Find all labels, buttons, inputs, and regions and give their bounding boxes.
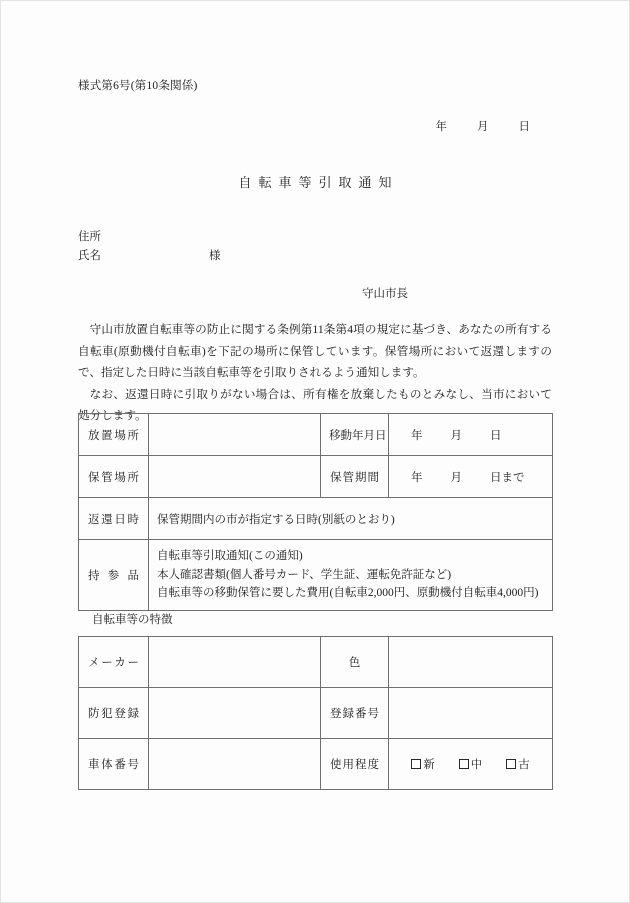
value-removal-date[interactable] — [389, 414, 553, 456]
body-paragraph-2: なお、返還日時に引取りがない場合は、所有権を放棄したものとみなし、当市において処分します。 — [78, 387, 552, 422]
label-registration-number: 登録番号 — [321, 688, 389, 739]
features-heading: 自転車等の特徴 — [92, 614, 173, 626]
main-info-table — [78, 413, 553, 611]
label-abandoned-location: 放置場所 — [79, 414, 149, 456]
label-frame-number: 車体番号 — [79, 739, 149, 790]
body-paragraph-1: 守山市放置自転車等の防止に関する条例第11条第4項の規定に基づき、あなたの所有する自転車(原動機付自転車)を下記の場所に保管しています。保管場所において返還しますので、指定した日時に当該自転車等を引取りされるよう通知します。 — [78, 323, 552, 379]
value-registration-number[interactable] — [389, 688, 553, 739]
value-condition-checkboxes — [389, 739, 553, 790]
value-abandoned-location[interactable] — [149, 414, 321, 456]
label-return-datetime: 返還日時 — [79, 498, 149, 540]
value-storage-location[interactable] — [149, 456, 321, 498]
value-items-to-bring — [149, 540, 553, 611]
value-maker[interactable] — [149, 637, 321, 688]
removal-month-label: 月 — [450, 429, 462, 442]
label-condition: 使用程度 — [321, 739, 389, 790]
storage-year-label: 年 — [411, 471, 423, 484]
table-row — [79, 637, 553, 688]
table-row — [79, 540, 553, 611]
label-storage-location: 保管場所 — [79, 456, 149, 498]
date-day-label: 日 — [518, 121, 530, 133]
label-color: 色 — [321, 637, 389, 688]
table-row — [79, 688, 553, 739]
page-title: 自転車等引取通知 — [238, 175, 399, 190]
label-anti-theft-registration: 防犯登録 — [79, 688, 149, 739]
value-anti-theft-registration[interactable] — [149, 688, 321, 739]
checkbox-icon — [459, 759, 469, 769]
label-items-to-bring: 持参品 — [79, 540, 149, 611]
honorific-label: 様 — [209, 250, 221, 262]
table-row — [79, 498, 553, 540]
checkbox-label-used: 中 — [470, 759, 483, 771]
removal-year-label: 年 — [411, 429, 423, 442]
value-return-datetime[interactable]: 保管期間内の市が指定する日時(別紙のとおり) — [149, 498, 553, 540]
form-number: 様式第6号(第10条関係) — [78, 80, 198, 92]
checkbox-condition-old[interactable] — [506, 756, 530, 772]
storage-month-label: 月 — [450, 471, 462, 484]
storage-day-label: 日まで — [490, 471, 525, 484]
item-line-2: 本人確認書類(個人番号カード、学生証、運転免許証など) — [157, 568, 452, 581]
label-removal-date: 移動年月日 — [321, 414, 389, 456]
table-row — [79, 414, 553, 456]
item-line-1: 自転車等引取通知(この通知) — [157, 550, 303, 562]
checkbox-icon — [411, 759, 421, 769]
date-year-label: 年 — [435, 121, 447, 133]
value-frame-number[interactable] — [149, 739, 321, 790]
table-row — [79, 456, 553, 498]
date-line — [436, 118, 553, 134]
recipient-name-row — [78, 247, 221, 266]
features-table — [78, 636, 553, 790]
table-row — [79, 739, 553, 790]
item-line-3: 自転車等の移動保管に要した費用(自転車2,000円、原動機付自転車4,000円) — [157, 587, 539, 599]
recipient-block — [78, 228, 221, 266]
label-storage-period: 保管期間 — [321, 456, 389, 498]
removal-day-label: 日 — [490, 429, 502, 442]
address-label: 住所 — [78, 231, 101, 243]
checkbox-label-new: 新 — [423, 759, 435, 771]
checkbox-condition-new[interactable] — [411, 756, 435, 772]
checkbox-condition-used[interactable] — [459, 756, 483, 772]
checkbox-label-old: 古 — [518, 759, 530, 771]
label-maker: メーカー — [79, 637, 149, 688]
issuer-name: 守山市長 — [362, 288, 408, 300]
value-storage-period[interactable] — [389, 456, 553, 498]
name-label: 氏名 — [78, 250, 101, 262]
checkbox-icon — [506, 759, 516, 769]
value-color[interactable] — [389, 637, 553, 688]
body-text — [78, 319, 552, 427]
recipient-address-row — [78, 228, 221, 247]
date-month-label: 月 — [477, 121, 489, 133]
